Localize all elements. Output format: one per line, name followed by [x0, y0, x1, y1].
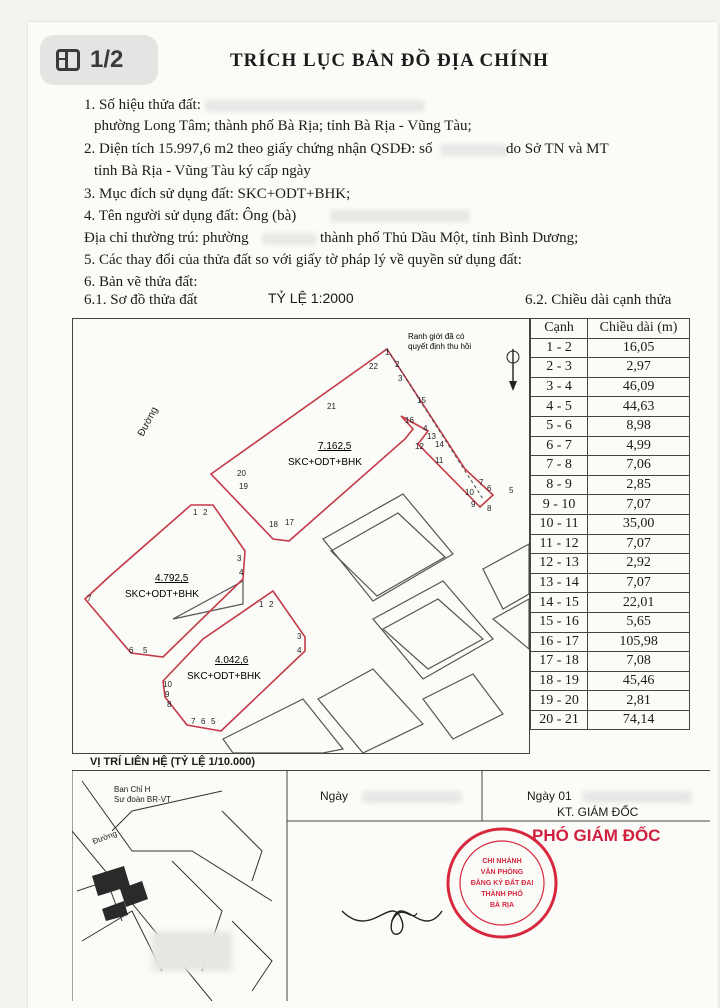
north-arrow-icon	[507, 349, 519, 391]
land-use-line: 3. Mục đích sử dụng đất: SKC+ODT+BHK;	[84, 186, 351, 202]
table-row	[531, 436, 690, 456]
edge-cell: 18 - 19	[531, 671, 588, 691]
seal-line-1: CHI NHÁNH	[482, 858, 522, 865]
length-cell: 7,06	[588, 456, 690, 476]
edge-lengths-table	[530, 318, 690, 730]
svg-text:21: 21	[327, 402, 336, 411]
svg-text:4: 4	[239, 568, 244, 577]
svg-text:8: 8	[167, 700, 172, 709]
svg-text:18: 18	[269, 520, 278, 529]
parcel-a-boundary	[211, 349, 493, 541]
edge-cell: 2 - 3	[531, 358, 588, 378]
seal-line-4: THÀNH PHỐ	[481, 891, 523, 898]
edge-cell: 15 - 16	[531, 612, 588, 632]
edge-cell: 3 - 4	[531, 377, 588, 397]
redacted-owner-name	[330, 210, 470, 222]
svg-text:7: 7	[479, 478, 484, 487]
redacted-cert-number	[440, 144, 508, 156]
svg-text:20: 20	[237, 469, 246, 478]
svg-text:11: 11	[435, 456, 444, 465]
parcel-c-use: SKC+ODT+BHK	[187, 671, 261, 682]
length-cell: 7,07	[588, 534, 690, 554]
length-cell: 2,97	[588, 358, 690, 378]
location-title: VỊ TRÍ LIÊN HỆ (TỶ LỆ 1/10.000)	[90, 756, 256, 768]
svg-text:3: 3	[237, 554, 242, 563]
left-date-heading: Ngày	[320, 789, 349, 803]
sidebar-panel-icon	[56, 49, 80, 71]
length-cell: 74,14	[588, 710, 690, 730]
table-row	[531, 397, 690, 417]
edge-cell: 8 - 9	[531, 475, 588, 495]
edge-cell: 6 - 7	[531, 436, 588, 456]
lower-section	[72, 770, 710, 1001]
table-row	[531, 632, 690, 652]
svg-text:6: 6	[487, 484, 492, 493]
right-date: Ngày 01	[527, 789, 572, 803]
svg-text:4: 4	[297, 646, 302, 655]
edge-cell: 16 - 17	[531, 632, 588, 652]
seal-line-2: VĂN PHÒNG	[480, 869, 524, 876]
table-row	[531, 554, 690, 574]
edge-cell: 10 - 11	[531, 514, 588, 534]
redacted-right-date	[582, 791, 692, 803]
edge-cell: 7 - 8	[531, 456, 588, 476]
table-row	[531, 593, 690, 613]
svg-text:7: 7	[191, 717, 196, 726]
redacted-left-date	[362, 791, 462, 803]
length-cell: 45,46	[588, 671, 690, 691]
edge-cell: 9 - 10	[531, 495, 588, 515]
svg-text:2: 2	[269, 600, 274, 609]
edge-cell: 14 - 15	[531, 593, 588, 613]
length-cell: 16,05	[588, 338, 690, 358]
svg-text:13: 13	[427, 432, 436, 441]
svg-text:10: 10	[163, 680, 172, 689]
svg-text:15: 15	[417, 396, 426, 405]
table-row	[531, 710, 690, 730]
svg-text:16: 16	[405, 416, 414, 425]
parcel-a-use: SKC+ODT+BHK	[288, 457, 362, 468]
svg-text:2: 2	[203, 508, 208, 517]
boundary-note-1: Ranh giới đã có	[408, 332, 465, 341]
svg-text:14: 14	[435, 440, 444, 449]
issue-date-line: tỉnh Bà Rịa - Vũng Tàu ký cấp ngày	[94, 163, 311, 179]
length-cell: 46,09	[588, 377, 690, 397]
svg-text:19: 19	[239, 482, 248, 491]
page-indicator-badge[interactable]	[40, 35, 158, 85]
table-row	[531, 514, 690, 534]
seal-line-3: ĐĂNG KÝ ĐẤT ĐAI	[470, 880, 534, 887]
map-scale: TỶ LỆ 1:2000	[268, 290, 354, 306]
parcel-b-area: 4.792,5	[155, 573, 189, 584]
length-cell: 2,81	[588, 691, 690, 711]
length-cell: 7,07	[588, 573, 690, 593]
table-row	[531, 671, 690, 691]
length-cell: 7,08	[588, 652, 690, 672]
page-indicator-text: 1/2	[90, 46, 124, 73]
table-row	[531, 377, 690, 397]
length-cell: 2,92	[588, 554, 690, 574]
parcel-b-use: SKC+ODT+BHK	[125, 589, 199, 600]
svg-text:1: 1	[193, 508, 198, 517]
edge-cell: 4 - 5	[531, 397, 588, 417]
svg-text:9: 9	[165, 690, 170, 699]
length-cell: 8,98	[588, 416, 690, 436]
length-cell: 35,00	[588, 514, 690, 534]
residence-line: Địa chỉ thường trú: phường	[84, 230, 249, 246]
redacted-location-area	[152, 931, 232, 971]
drawing-line: 6. Bản vẽ thửa đất:	[84, 274, 198, 290]
svg-text:5: 5	[509, 486, 514, 495]
svg-text:1: 1	[385, 348, 390, 357]
table-row	[531, 416, 690, 436]
location-label-1: Ban Chỉ H	[114, 785, 151, 794]
edge-lengths-heading: 6.2. Chiều dài cạnh thửa	[525, 292, 672, 308]
table-row	[531, 495, 690, 515]
edge-cell: 17 - 18	[531, 652, 588, 672]
svg-text:3: 3	[398, 374, 403, 383]
length-cell: 105,98	[588, 632, 690, 652]
svg-text:10: 10	[465, 488, 474, 497]
kt-director-title: KT. GIÁM ĐỐC	[557, 805, 639, 819]
edge-cell: 13 - 14	[531, 573, 588, 593]
edge-cell: 11 - 12	[531, 534, 588, 554]
svg-text:3: 3	[297, 632, 302, 641]
svg-text:4: 4	[423, 424, 428, 433]
length-cell: 22,01	[588, 593, 690, 613]
length-cell: 7,07	[588, 495, 690, 515]
address-line: phường Long Tâm; thành phố Bà Rịa; tỉnh Bà Rịa - Vũng Tàu;	[94, 118, 472, 134]
table-row	[531, 652, 690, 672]
table-row	[531, 338, 690, 358]
svg-text:2: 2	[395, 360, 400, 369]
table-row	[531, 456, 690, 476]
parcel-map	[72, 318, 530, 754]
svg-text:22: 22	[369, 362, 378, 371]
svg-text:7: 7	[87, 594, 92, 603]
length-column-header: Chiều dài (m)	[588, 319, 690, 339]
svg-text:5: 5	[143, 646, 148, 655]
svg-text:9: 9	[471, 500, 476, 509]
redacted-parcel-number	[205, 100, 425, 112]
area-line: 2. Diện tích 15.997,6 m2 theo giấy chứng nhận QSDĐ: số	[84, 141, 433, 157]
svg-text:12: 12	[415, 442, 424, 451]
edge-cell: 1 - 2	[531, 338, 588, 358]
road-label: Đường	[135, 405, 161, 439]
parcel-a-area: 7.162,5	[318, 441, 352, 452]
owner-line: 4. Tên người sử dụng đất: Ông (bà)	[84, 208, 297, 224]
svg-text:6: 6	[201, 717, 206, 726]
deputy-director-title: PHÓ GIÁM ĐỐC	[532, 826, 661, 845]
length-cell: 4,99	[588, 436, 690, 456]
edge-cell: 5 - 6	[531, 416, 588, 436]
parcel-a-vertex-labels	[237, 348, 514, 529]
edge-cell: 20 - 21	[531, 710, 588, 730]
svg-text:5: 5	[211, 717, 216, 726]
changes-line: 5. Các thay đổi của thửa đất so với giấy tờ pháp lý về quyền sử dụng đất:	[84, 252, 522, 268]
table-row	[531, 573, 690, 593]
svg-text:1: 1	[259, 600, 264, 609]
length-cell: 44,63	[588, 397, 690, 417]
length-cell: 5,65	[588, 612, 690, 632]
edge-column-header: Cạnh	[531, 319, 588, 339]
table-row	[531, 691, 690, 711]
boundary-note-2: quyết định thu hồi	[408, 342, 472, 351]
table-row	[531, 475, 690, 495]
svg-text:17: 17	[285, 518, 294, 527]
parcel-c-area: 4.042,6	[215, 655, 249, 666]
table-row	[531, 358, 690, 378]
table-header-row	[531, 319, 690, 339]
residence-city: thành phố Thủ Dầu Một, tỉnh Bình Dương;	[320, 230, 579, 246]
svg-text:8: 8	[487, 504, 492, 513]
location-label-2: Sư đoàn BR-VT	[114, 795, 171, 804]
table-row	[531, 534, 690, 554]
redacted-ward	[262, 233, 317, 245]
length-cell: 2,85	[588, 475, 690, 495]
edge-cell: 12 - 13	[531, 554, 588, 574]
diagram-heading: 6.1. Sơ đồ thửa đất	[84, 292, 198, 308]
document-title: TRÍCH LỤC BẢN ĐỒ ĐỊA CHÍNH	[230, 50, 549, 71]
svg-text:6: 6	[129, 646, 134, 655]
parcel-map-drawing	[73, 319, 529, 753]
seal-line-5: BÀ RỊA	[489, 902, 515, 909]
location-road-label: Đường	[91, 828, 119, 847]
table-row	[531, 612, 690, 632]
parcel-number-line: 1. Số hiệu thửa đất:	[84, 97, 201, 113]
edge-cell: 19 - 20	[531, 691, 588, 711]
issuer-line: do Sở TN và MT	[506, 141, 609, 157]
